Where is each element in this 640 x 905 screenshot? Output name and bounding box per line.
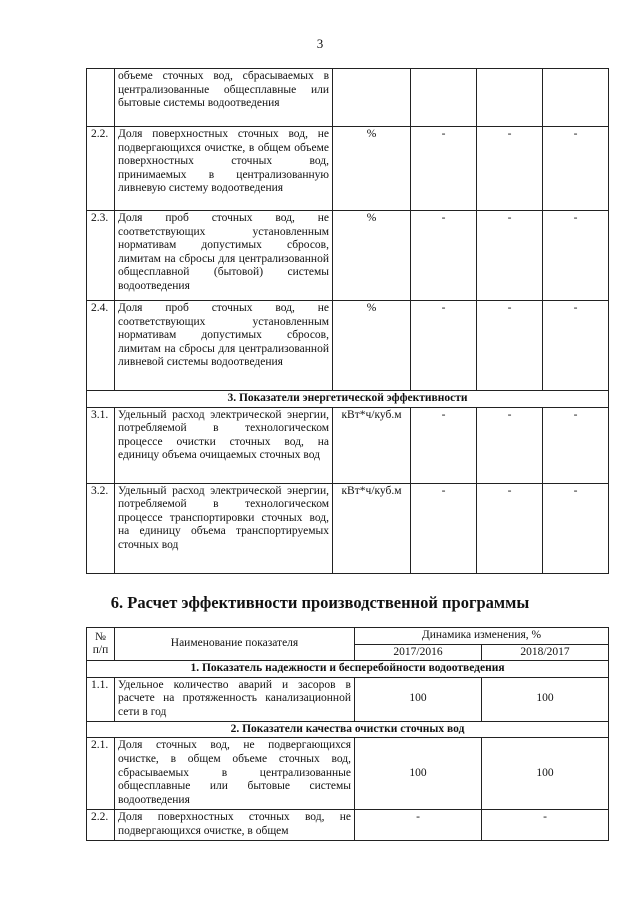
row-value: - bbox=[411, 483, 477, 573]
row-value: - bbox=[477, 127, 543, 211]
row-unit: кВт*ч/куб.м bbox=[333, 407, 411, 483]
row-value: - bbox=[477, 211, 543, 301]
row-value: - bbox=[543, 483, 609, 573]
table-row bbox=[87, 127, 609, 211]
row-value: - bbox=[411, 211, 477, 301]
table-row bbox=[87, 301, 609, 391]
row-value: 100 bbox=[482, 677, 609, 721]
row-description: Удельный расход электрической энергии, потребляемой в технологическом процессе очистки сточных вод, на единицу объема очищаемых сточных вод bbox=[115, 407, 333, 483]
indicators-table bbox=[86, 68, 609, 574]
row-number: 2.2. bbox=[87, 127, 115, 211]
row-description: объеме сточных вод, сбрасываемых в централизованные общесплавные или бытовые системы водоотведения bbox=[115, 69, 333, 127]
table-row bbox=[87, 69, 609, 127]
row-value bbox=[411, 69, 477, 127]
row-value: - bbox=[543, 127, 609, 211]
section-header-row bbox=[87, 661, 609, 678]
row-unit: кВт*ч/куб.м bbox=[333, 483, 411, 573]
header-row bbox=[87, 628, 609, 645]
row-description: Доля проб сточных вод, не соответствующих установленным нормативам допустимых сбросов, лимитам на сбросы для централизованной общесплавной (бытовой) системы водоотведения bbox=[115, 211, 333, 301]
col-header-year: 2018/2017 bbox=[482, 644, 609, 661]
row-number: 3.2. bbox=[87, 483, 115, 573]
page-number: 3 bbox=[316, 36, 324, 51]
row-value: - bbox=[543, 301, 609, 391]
row-number: 2.1. bbox=[87, 738, 115, 810]
row-value: - bbox=[411, 301, 477, 391]
row-value: - bbox=[543, 211, 609, 301]
row-number: 2.2. bbox=[87, 810, 115, 840]
row-number: 1.1. bbox=[87, 677, 115, 721]
section-title: 1. Показатель надежности и бесперебойности водоотведения bbox=[87, 661, 609, 678]
row-unit: % bbox=[333, 127, 411, 211]
section-header-row bbox=[87, 721, 609, 738]
table-row bbox=[87, 810, 609, 840]
row-number: 3.1. bbox=[87, 407, 115, 483]
row-value: 100 bbox=[355, 738, 482, 810]
row-value: - bbox=[477, 407, 543, 483]
row-description: Доля сточных вод, не подвергающихся очистке, в общем объеме сточных вод, сбрасываемых в централизованные общесплавные или бытовые системы водоотведения bbox=[115, 738, 355, 810]
row-unit bbox=[333, 69, 411, 127]
col-header-year: 2017/2016 bbox=[355, 644, 482, 661]
row-description: Доля поверхностных сточных вод, не подвергающихся очистке, в общем bbox=[115, 810, 355, 840]
table-row bbox=[87, 407, 609, 483]
section-header-row bbox=[87, 391, 609, 408]
row-description: Доля поверхностных сточных вод, не подвергающихся очистке, в общем объеме поверхностных сточных вод, принимаемых в централизованную ливневую систему водоотведения bbox=[115, 127, 333, 211]
row-description: Удельный расход электрической энергии, потребляемой в технологическом процессе транспортировки сточных вод, на единицу объема транспортируемых сточных вод bbox=[115, 483, 333, 573]
row-value bbox=[543, 69, 609, 127]
row-value: 100 bbox=[355, 677, 482, 721]
row-value bbox=[477, 69, 543, 127]
row-value: - bbox=[411, 407, 477, 483]
row-description: Удельное количество аварий и засоров в расчете на протяженность канализационной сети в год bbox=[115, 677, 355, 721]
row-value: - bbox=[355, 810, 482, 840]
row-unit: % bbox=[333, 301, 411, 391]
efficiency-table bbox=[86, 627, 609, 841]
section-title: 2. Показатели качества очистки сточных вод bbox=[87, 721, 609, 738]
col-header-dynamics: Динамика изменения, % bbox=[355, 628, 609, 645]
col-header-number: № п/п bbox=[87, 628, 115, 661]
table-row bbox=[87, 211, 609, 301]
row-value: - bbox=[411, 127, 477, 211]
row-value: - bbox=[477, 301, 543, 391]
row-value: - bbox=[477, 483, 543, 573]
row-value: 100 bbox=[482, 738, 609, 810]
section-title: 3. Показатели энергетической эффективности bbox=[87, 391, 609, 408]
row-unit: % bbox=[333, 211, 411, 301]
row-value: - bbox=[482, 810, 609, 840]
row-number: 2.3. bbox=[87, 211, 115, 301]
row-description: Доля проб сточных вод, не соответствующих установленным нормативам допустимых сбросов, лимитам на сбросы для централизованной ливневой системы водоотведения bbox=[115, 301, 333, 391]
row-value: - bbox=[543, 407, 609, 483]
section-heading: 6. Расчет эффективности производственной программы bbox=[110, 593, 530, 612]
row-number bbox=[87, 69, 115, 127]
col-header-name: Наименование показателя bbox=[115, 628, 355, 661]
table-row bbox=[87, 738, 609, 810]
row-number: 2.4. bbox=[87, 301, 115, 391]
table-row bbox=[87, 483, 609, 573]
table-row bbox=[87, 677, 609, 721]
